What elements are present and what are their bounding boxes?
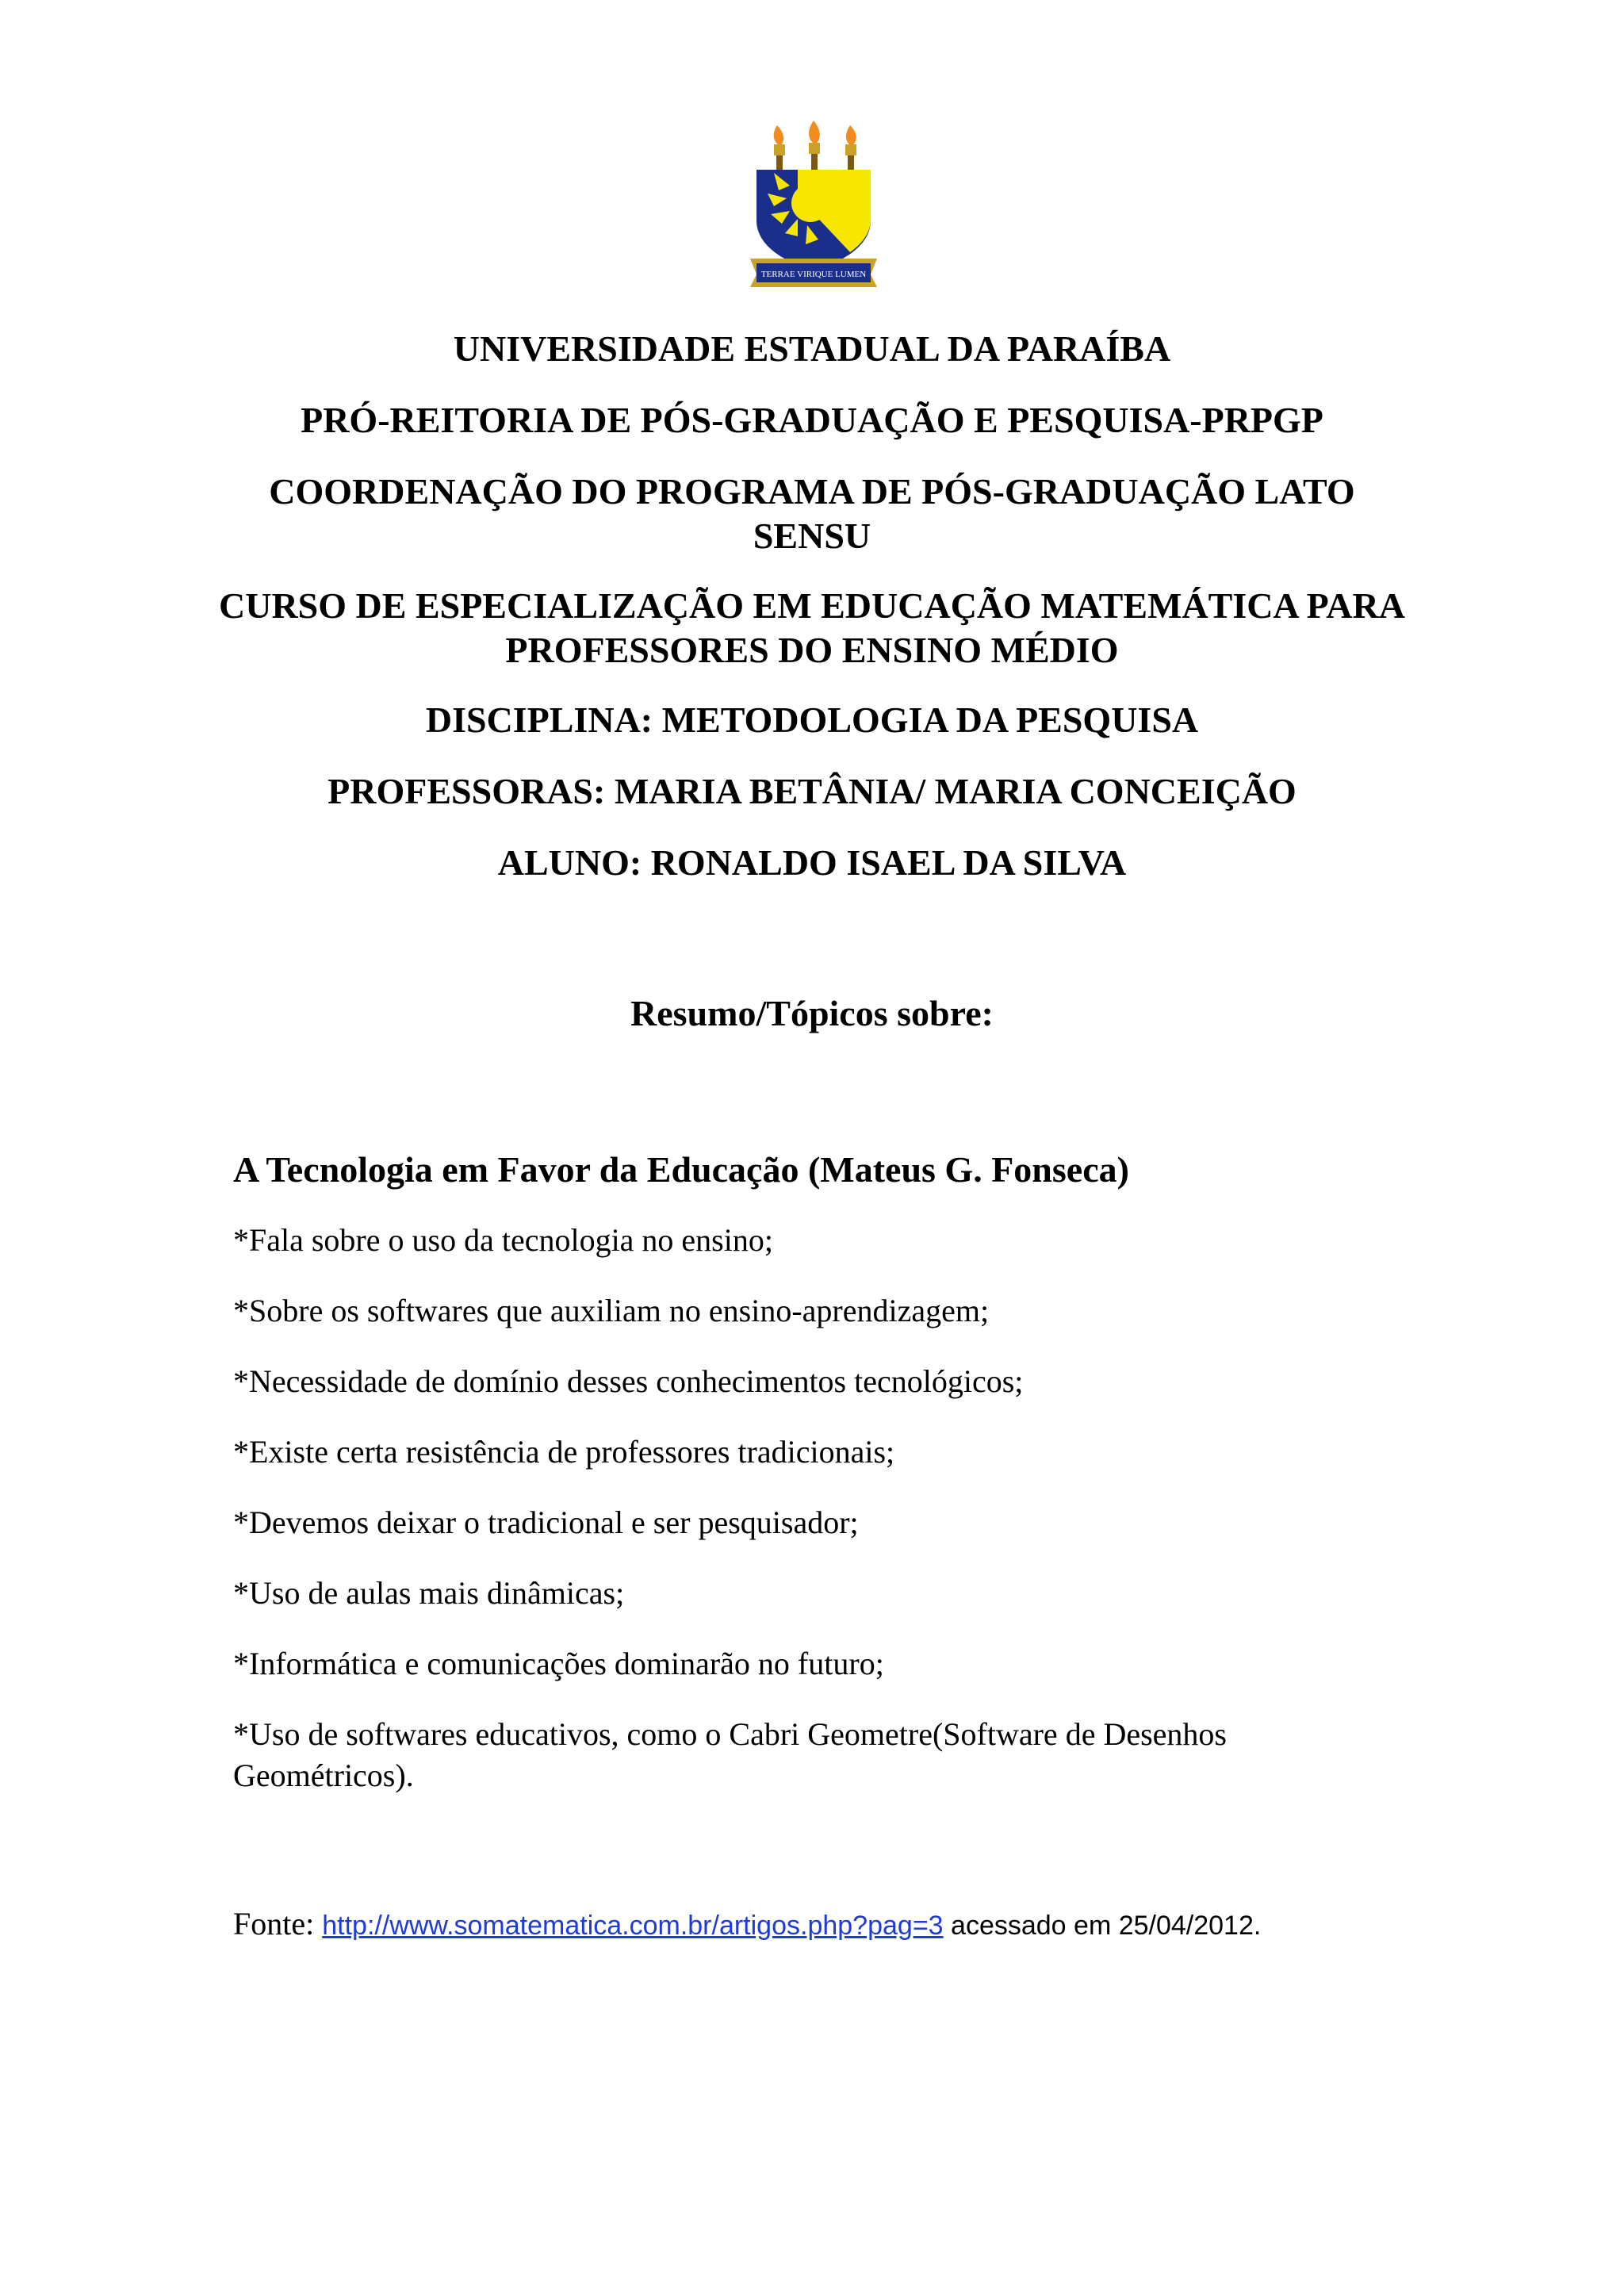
resumo-heading: Resumo/Tópicos sobre: <box>630 993 994 1033</box>
seal-motto: TERRAE VIRIQUE LUMEN <box>760 270 867 279</box>
aluno-line: ALUNO: RONALDO ISAEL DA SILVA <box>497 842 1127 883</box>
list-item: *Sobre os softwares que auxiliam no ensino-aprendizagem; <box>233 1293 990 1328</box>
list-item: *Devemos deixar o tradicional e ser pesquisador; <box>233 1504 859 1540</box>
source-link[interactable]: http://www.somatematica.com.br/artigos.php?pag=3 <box>322 1911 944 1941</box>
coordenacao-line: COORDENAÇÃO DO PROGRAMA DE PÓS-GRADUAÇÃO LATO SENSU <box>269 471 1355 556</box>
list-item: *Uso de aulas mais dinâmicas; <box>233 1575 625 1611</box>
torch-center <box>809 121 820 170</box>
university-seal-logo <box>750 117 877 292</box>
topic-list <box>233 1220 1359 1826</box>
list-item: *Necessidade de domínio desses conhecimentos tecnológicos; <box>233 1363 1024 1399</box>
torch-right <box>845 125 856 170</box>
torch-left <box>774 125 785 170</box>
curso-line: CURSO DE ESPECIALIZAÇÃO EM EDUCAÇÃO MATEMÁTICA PARA PROFESSORES DO ENSINO MÉDIO <box>219 585 1405 670</box>
article-title: A Tecnologia em Favor da Educação (Mateus G. Fonseca) <box>233 1149 1129 1190</box>
disciplina-line: DISCIPLINA: METODOLOGIA DA PESQUISA <box>425 700 1199 740</box>
professoras-line: PROFESSORAS: MARIA BETÂNIA/ MARIA CONCEIÇÃO <box>327 771 1297 811</box>
list-item: *Informática e comunicações dominarão no futuro; <box>233 1646 884 1681</box>
pro-reitoria-line: PRÓ-REITORIA DE PÓS-GRADUAÇÃO E PESQUISA-PRPGP <box>301 400 1323 440</box>
list-item: *Existe certa resistência de professores tradicionais; <box>233 1434 895 1470</box>
source-label: Fonte: <box>233 1906 323 1941</box>
source-access-date: acessado em 25/04/2012. <box>943 1911 1262 1941</box>
list-item: *Uso de softwares educativos, como o Cabri Geometre(Software de Desenhos Geométricos). <box>233 1716 1227 1793</box>
university-name: UNIVERSIDADE ESTADUAL DA PARAÍBA <box>453 328 1171 369</box>
source-citation <box>233 1903 1261 1946</box>
list-item: *Fala sobre o uso da tecnologia no ensino; <box>233 1222 773 1258</box>
